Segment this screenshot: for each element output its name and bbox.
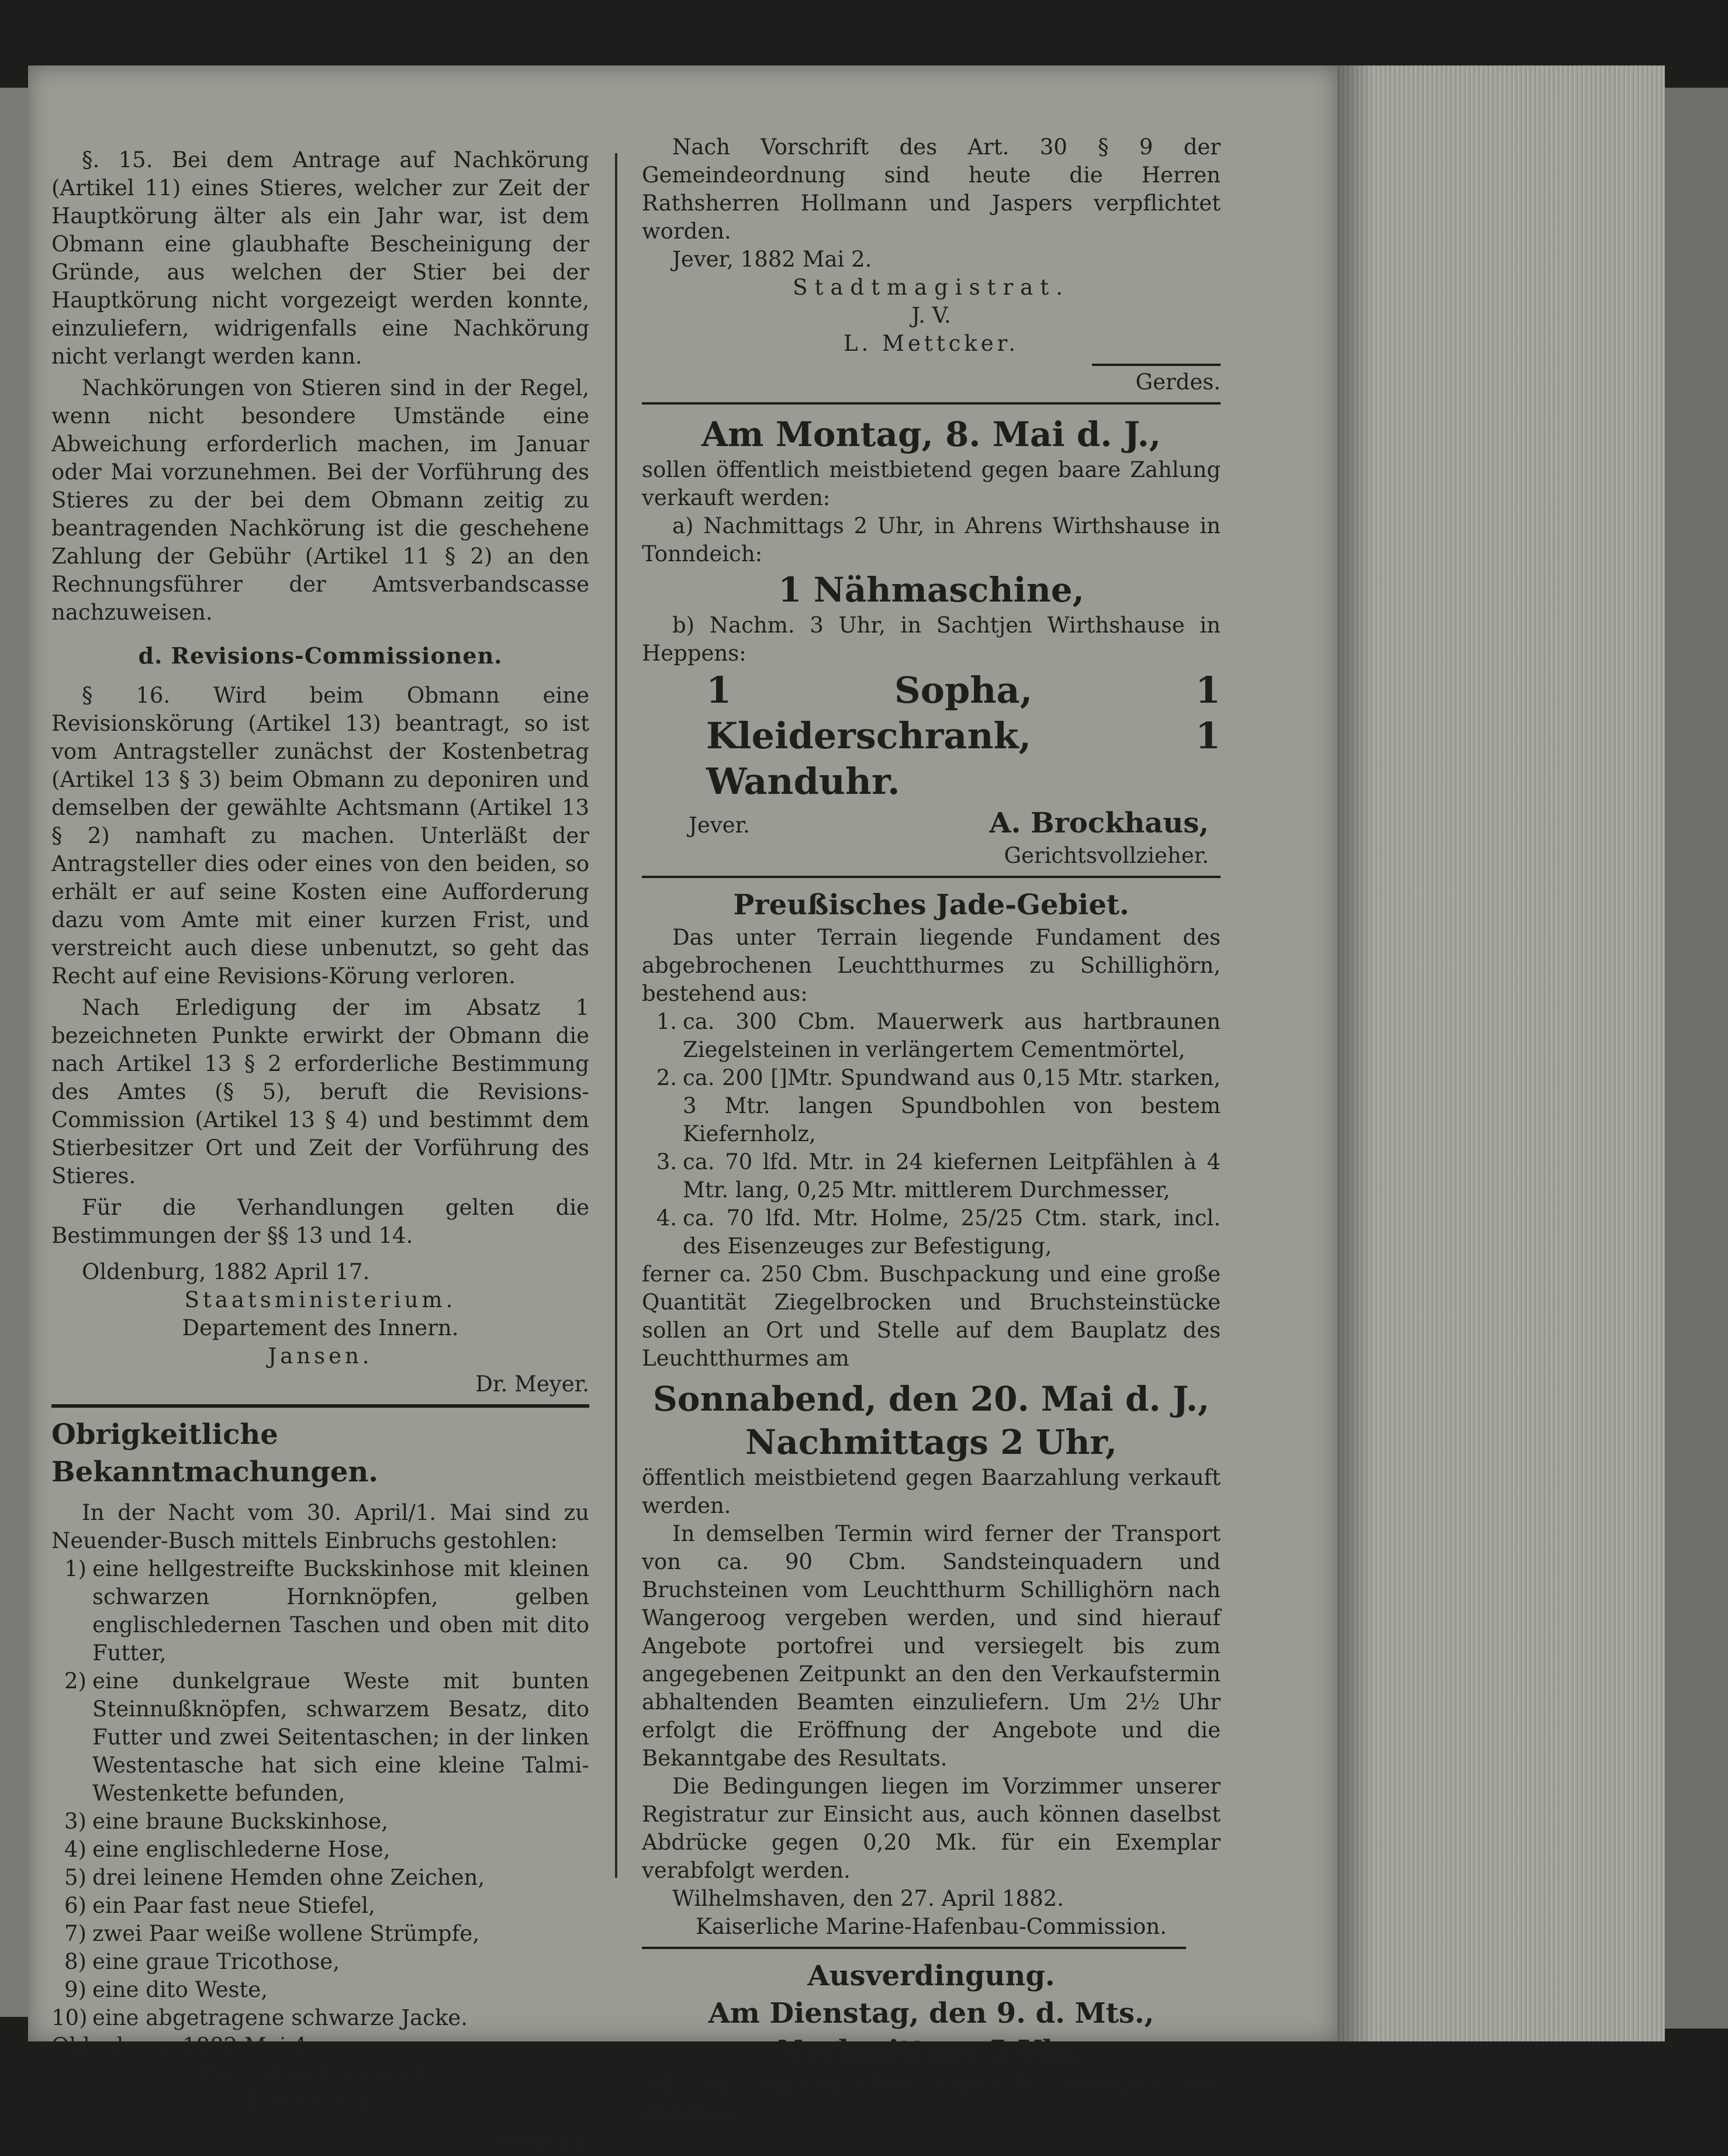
stolen-item-text: eine englischlederne Hose, [92,1837,390,1862]
stolen-item-text: eine dunkelgraue Weste mit bunten Steinnußknöpfen, schwarzem Besatz, dito Futter und zwei Seitentaschen; in der linken Westentasche hat sich eine kleine Talmi-Westenkette befunden, [92,1668,589,1806]
stolen-item-text: drei leinene Hemden ohne Zeichen, [92,1865,485,1890]
book-cover [1665,88,1728,2029]
column-divider [615,153,617,1878]
jade-item-number: 2. [656,1065,677,1090]
stolen-item-text: eine graue Tricothose, [92,1949,340,1974]
jade-place: Wilhelmshaven, den 27. April 1882. [672,1886,1064,1911]
separator-rule-4 [642,1947,1186,1949]
stolen-item-number: 9) [64,1977,87,2002]
stolen-item-text: eine abgetragene schwarze Jacke. [92,2005,468,2030]
left-column [51,146,589,2156]
jade-item-number: 4. [656,1205,677,1231]
stolen-item [51,2004,589,2032]
stolen-item [51,1948,589,1976]
stolen-item-number: 1) [64,1556,87,1581]
signature-deeken: Deeken. [247,2089,394,2114]
auction-text: sollen öffentlich meistbietend gegen baare Zahlung verkauft werden: [642,457,1221,510]
jade-item-text: ca. 200 []Mtr. Spundwand aus 0,15 Mtr. starken, 3 Mtr. langen Spundbohlen von bestem Kiefernholz, [683,1065,1221,1146]
jade-item [642,1204,1221,1260]
jade-transport: In demselben Termin wird ferner der Transport von ca. 90 Cbm. Sandsteinquadern und Bruchsteinen vom Leuchtthurm Schillighörn nach Wangeroog vergeben werden, und sind hierauf Angebote portofrei und versiegelt bis zum angegebenen Zeitpunkt an den den Verkaufstermin abhaltenden Beamten einzuliefern. Um 2½ Uhr erfolgt die Eröffnung der Angebote und die Bekanntgabe des Resultats. [642,1521,1221,1771]
jade-item [642,1008,1221,1064]
jade-item-number: 3. [656,1149,677,1174]
stolen-item [51,1836,589,1864]
stolen-item-number: 10) [51,2005,88,2030]
jade-item-text: ca. 70 lfd. Mtr. Holme, 25/25 Ctm. stark, incl. des Eisenzeuges zur Befestigung, [683,1205,1221,1259]
jade-more: ferner ca. 250 Cbm. Buschpackung und eine große Quantität Ziegelbrocken und Bruchsteinstücke sollen an Ort und Stelle auf dem Bauplatz des Leuchtthurmes am [642,1262,1221,1371]
jade-item [642,1064,1221,1148]
signature-meyer: Dr. Meyer. [475,1371,589,1397]
jade-intro: Das unter Terrain liegende Fundament des abgebrochenen Leuchtthurmes zu Schillighörn, bestehend aus: [642,925,1221,1006]
auction-heading: Am Montag, 8. Mai d. J., [701,414,1161,454]
signature-gerdes: Gerdes. [1135,369,1221,395]
paragraph-15b: Nachkörungen von Stieren sind in der Regel, wenn nicht besondere Umstände eine Abweichung erforderlich machen, im Januar oder Mai vorzunehmen. Bei der Vorführung des Stieres zu der bei dem Obmann zeitig zu beantragenden Nachkörung ist die geschehene Zahlung der Gebühr (Artikel 11 § 2) an den Rechnungsführer der Amtsverbandscasse nachzuweisen. [51,375,589,625]
paragraph-16c: Für die Verhandlungen gelten die Bestimmungen der §§ 13 und 14. [51,1195,589,1248]
right-column [642,133,1221,2126]
jade-time-heading: Nachmittags 2 Uhr, [745,1422,1117,1462]
stolen-item-text: eine hellgestreifte Buckskinhose mit kleinen schwarzen Hornknöpfen, gelben englischledernen Taschen und oben mit dito Futter, [92,1556,589,1666]
jade-item-number: 1. [656,1009,677,1034]
signature-jv: J. V. [911,303,951,328]
jade-item-text: ca. 300 Cbm. Mauerwerk aus hartbraunen Ziegelsteinen in verlängertem Cementmörtel, [683,1009,1221,1062]
paragraph-16b: Nach Erledigung der im Absatz 1 bezeichneten Punkte erwirkt der Obmann die nach Artikel 13 § 2 erforderliche Bestimmung des Amtes (§ 5), beruft die Revisions-Commission (Artikel 13 § 4) und bestimmt dem Stierbesitzer Ort und Zeit der Vorführung des Stieres. [51,995,589,1188]
section-heading-bekanntmachungen: Obrigkeitliche Bekanntmachungen. [51,1418,378,1488]
auction-place: Jever. [689,813,750,838]
stolen-item [51,1976,589,2004]
short-rule [1092,364,1221,366]
jade-items-list [642,1008,1221,1260]
paragraph-15: §. 15. Bei dem Antrage auf Nachkörung (Artikel 11) eines Stieres, welcher zur Zeit der Hauptkörung älter als ein Jahr war, ist dem Obmann eine glaubhafte Bescheinigung der Gründe, aus welchen der Stier bei der Hauptkörung nicht vorgezeigt werden konnte, einzuliefern, widrigenfalls eine Nachkörung nicht verlangt werden kann. [51,147,589,369]
dateline-2: Oldenburg, 1882 Mai 4. [51,2033,314,2058]
stolen-item [51,1667,589,1808]
signature-mettcker: L. Mettcker. [843,331,1019,356]
theft-intro: In der Nacht vom 30. April/1. Mai sind zu Neuender-Busch mittels Einbruchs gestohlen: [51,1500,589,1553]
notice-gemeindeordnung: Nach Vorschrift des Art. 30 § 9 der Gemeindeordnung sind heute die Herren Rathsherren Hollmann und Jaspers verpflichtet worden. [642,134,1221,244]
ausverdingung-text: soll im Janssen'schen Gasthofe hieselbst der Abbruch [642,2071,1221,2124]
stolen-item-text: eine braune Buckskinhose, [92,1809,388,1834]
auction-signature-title: Gerichtsvollzieher. [1004,843,1209,868]
signature-jansen: Jansen. [268,1343,373,1369]
signature-stadtmagistrat: Stadtmagistrat. [793,275,1070,300]
dateline-1: Oldenburg, 1882 April 17. [82,1259,370,1284]
auction-a: a) Nachmittags 2 Uhr, in Ahrens Wirthshause in Tonndeich: [642,513,1221,566]
auction-b-item: 1 Sopha, 1 Kleiderschrank, 1 Wanduhr. [706,669,1221,803]
stolen-item [51,1808,589,1836]
signature-ministry: Staatsministerium. [184,1287,457,1312]
jade-sale: öffentlich meistbietend gegen Baarzahlung verkauft werden. [642,1465,1221,1518]
stolen-item-number: 3) [64,1809,87,1834]
auction-signature-row [642,804,1221,842]
stolen-item [51,1864,589,1892]
signature-department: Departement des Innern. [182,1315,459,1340]
previous-page-edge [0,88,28,2017]
stolen-item-text: zwei Paar weiße wollene Strümpfe, [92,1921,480,1946]
auction-signature: A. Brockhaus, [989,807,1209,839]
book-page-block [1338,65,1665,2041]
stolen-item-number: 8) [64,1949,87,1974]
stolen-item-number: 4) [64,1837,87,1862]
section-heading-d: d. Revisions-Commissionen. [138,642,503,669]
separator-rule-3 [642,876,1221,878]
stolen-item-number: 5) [64,1865,87,1890]
stolen-item [51,1555,589,1667]
jade-item-text: ca. 70 lfd. Mtr. in 24 kiefernen Leitpfählen à 4 Mtr. lang, 0,25 Mtr. mittlerem Durchmesser, [683,1149,1221,1203]
ausverdingung-time: Nachmittags 5 Uhr, [777,2034,1086,2067]
ausverdingung-heading: Ausverdingung. [807,1960,1055,1992]
separator-rule [51,1404,589,1408]
stolen-items-list [51,1555,589,2032]
stolen-item-number: 2) [64,1668,87,1694]
jade-date-heading: Sonnabend, den 20. Mai d. J., [652,1379,1210,1419]
stolen-item [51,1892,589,1920]
signature-westing: Westing. [495,2129,589,2154]
jade-heading: Preußisches Jade-Gebiet. [733,889,1129,921]
auction-a-item: 1 Nähmaschine, [778,570,1084,610]
ausverdingung-date: Am Dienstag, den 9. d. Mts., [708,1997,1155,2030]
stolen-item [51,1920,589,1948]
dateline-jever: Jever, 1882 Mai 2. [672,247,872,272]
stolen-item-number: 6) [64,1893,87,1918]
stolen-item-text: ein Paar fast neue Stiefel, [92,1893,375,1918]
auction-b: b) Nachm. 3 Uhr, in Sachtjen Wirthshause in Heppens: [642,613,1221,666]
signature-staatsanwalt: Der Staatsanwalt. [202,2061,439,2086]
jade-conditions: Die Bedingungen liegen im Vorzimmer unserer Registratur zur Einsicht aus, auch können daselbst Abdrücke gegen 0,20 Mk. für ein Exemplar verabfolgt werden. [642,1774,1221,1883]
jade-item [642,1148,1221,1204]
paragraph-16: § 16. Wird beim Obmann eine Revisionskörung (Artikel 13) beantragt, so ist vom Antragsteller zunächst der Kostenbetrag (Artikel 13 § 3) beim Obmann zu deponiren und demselben der gewählte Achtsmann (Artikel 13 § 2) namhaft zu machen. Unterläßt der Antragsteller dies oder eines von den beiden, so erhält er auf seine Kosten eine Aufforderung dazu vom Amte mit einer kurzen Frist, und verstreicht auch diese unbenutzt, so geht das Recht auf eine Revisions-Körung verloren. [51,683,589,989]
jade-signature: Kaiserliche Marine-Hafenbau-Commission. [696,1914,1167,1939]
stolen-item-number: 7) [64,1921,87,1946]
stolen-item-text: eine dito Weste, [92,1977,268,2002]
separator-rule-2 [642,402,1221,405]
